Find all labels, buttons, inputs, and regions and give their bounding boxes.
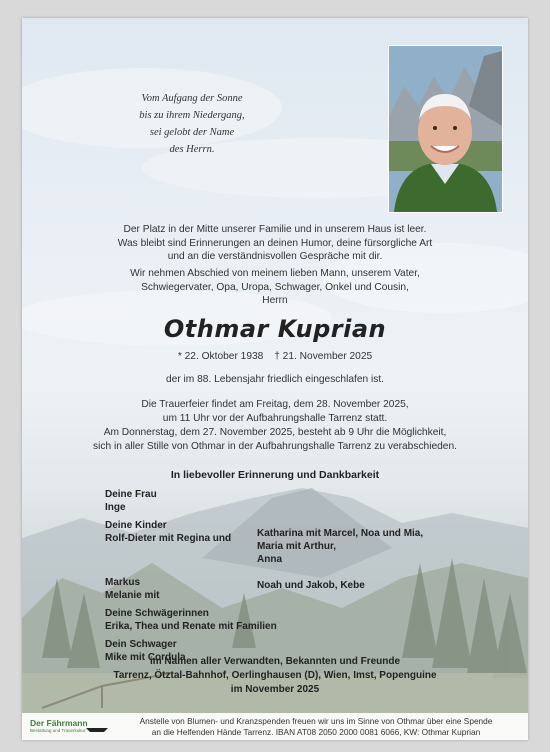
grandchild-entry: Anna — [257, 554, 282, 565]
birth-date: * 22. Oktober 1938 — [177, 351, 264, 362]
intro-text — [62, 223, 488, 264]
undertaker-logo — [30, 718, 88, 733]
funeral-info — [62, 398, 488, 425]
viewing-line: Am Donnerstag, dem 27. November 2025, besteht ab 9 Uhr die Möglichkeit, — [103, 427, 447, 438]
death-date: † 21. November 2025 — [274, 351, 373, 362]
logo-text: Der Fährmann — [30, 718, 88, 728]
deceased-name: Othmar Kuprian — [163, 315, 387, 343]
bible-verse — [102, 90, 282, 158]
closing-line: Tarrenz, Ötztal-Bahnhof, Oerlinghausen (D), Wien, Imst, Popenguine — [113, 670, 437, 681]
brother-in-law-name: Mike mit Cordula — [105, 652, 186, 663]
child-entry: Markus — [105, 577, 141, 588]
donation-text — [110, 716, 522, 738]
age-line: der im 88. Lebensjahr friedlich eingeschlafen ist. — [165, 374, 385, 385]
wife-name: Inge — [105, 502, 126, 513]
obituary-card — [22, 18, 528, 740]
child-entry: Rolf-Dieter mit Regina und — [105, 533, 232, 544]
farewell-line: Schwiegervater, Opa, Uropa, Schwager, Onkel und Cousin, — [141, 281, 409, 293]
closing-text — [62, 655, 488, 697]
intro-line: Was bleibt sind Erinnerungen an deinen Humor, deine fürsorgliche Art — [117, 237, 433, 249]
grandchildren-list-2 — [257, 579, 365, 592]
grandchild-entry: Katharina mit Marcel, Noa und Mia, — [257, 528, 424, 539]
verse-line: sei gelobt der Name — [149, 127, 235, 138]
logo-subtext: Bestattung und Trauerkultur — [30, 728, 86, 733]
portrait-photo — [388, 45, 503, 213]
wife-label: Deine Frau — [105, 489, 157, 500]
funeral-line: um 11 Uhr vor der Aufbahrungshalle Tarrenz statt. — [162, 412, 388, 424]
viewing-info — [62, 426, 488, 453]
sisters-in-law-names: Erika, Thea und Renate mit Familien — [105, 621, 277, 632]
footer-donation-note — [22, 713, 528, 740]
funeral-line: Die Trauerfeier findet am Freitag, dem 28. November 2025, — [141, 399, 409, 410]
closing-line: im November 2025 — [230, 684, 320, 695]
farewell-text — [62, 267, 488, 308]
verse-line: Vom Aufgang der Sonne — [141, 93, 243, 104]
intro-line: und an die verständnisvollen Gespräche mit dir. — [167, 251, 383, 262]
grandchildren-list-1 — [257, 527, 423, 566]
children-label: Deine Kinder — [105, 520, 167, 531]
mourners-left-column — [105, 488, 277, 664]
verse-line: des Herrn. — [169, 144, 215, 155]
boat-icon — [86, 725, 108, 733]
sisters-in-law-label: Deine Schwägerinnen — [105, 608, 209, 619]
brother-in-law-label: Dein Schwager — [105, 639, 177, 650]
closing-line: im Namen aller Verwandten, Bekannten und Freunde — [149, 656, 401, 667]
life-dates — [62, 350, 488, 364]
child-entry: Melanie mit — [105, 590, 160, 601]
memory-heading: In liebevoller Erinnerung und Dankbarkeit — [170, 469, 380, 481]
viewing-line: sich in aller Stille von Othmar in der Aufbahrungshalle Tarrenz zu verabschieden. — [93, 440, 457, 452]
intro-line: Der Platz in der Mitte unserer Familie und in unserem Haus ist leer. — [123, 224, 427, 235]
farewell-line: Herrn — [262, 295, 288, 306]
grandchild-entry: Maria mit Arthur, — [257, 541, 337, 552]
donation-line: an die Helfenden Hände Tarrenz. IBAN AT08 2050 2000 0081 6066, KW: Othmar Kuprian — [151, 727, 481, 737]
grandchild-entry: Noah und Jakob, Kebe — [257, 580, 365, 591]
donation-line: Anstelle von Blumen- und Kranzspenden freuen wir uns im Sinne von Othmar über eine Spende — [139, 716, 493, 726]
verse-line: bis zu ihrem Niedergang, — [139, 110, 245, 121]
farewell-line: Wir nehmen Abschied von meinem lieben Mann, unserem Vater, — [130, 268, 420, 279]
